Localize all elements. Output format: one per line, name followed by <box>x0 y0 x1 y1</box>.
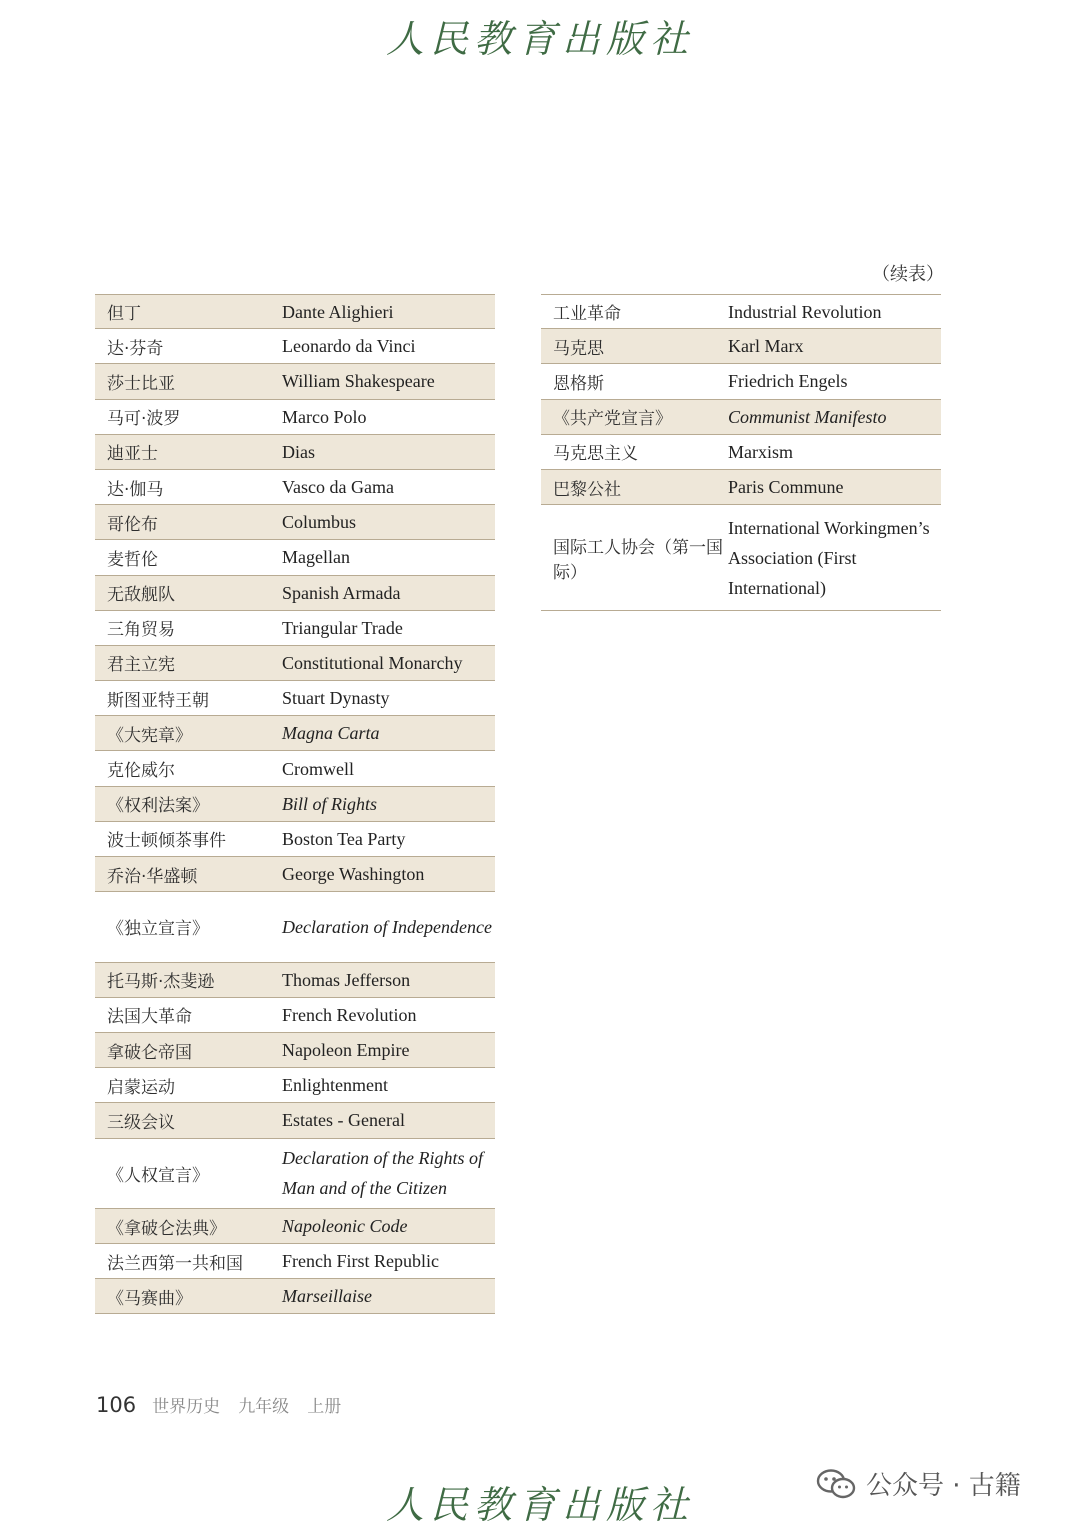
chinese-term: 但丁 <box>107 304 141 325</box>
chinese-term: 哥伦布 <box>107 514 158 535</box>
chinese-term: 三级会议 <box>107 1112 175 1133</box>
table-row <box>541 294 941 329</box>
chinese-term: 《独立宣言》 <box>107 919 209 940</box>
table-row <box>541 329 941 364</box>
chinese-term: 波士顿倾茶事件 <box>107 831 226 852</box>
page-number: 106 <box>96 1393 137 1417</box>
english-term: Stuart Dynasty <box>282 688 390 709</box>
english-term: Triangular Trade <box>282 617 403 638</box>
english-term: Karl Marx <box>728 336 804 357</box>
table-row <box>95 1139 495 1209</box>
table-row <box>95 1209 495 1244</box>
english-term: Magna Carta <box>282 723 380 744</box>
chinese-term: 法国大革命 <box>107 1007 192 1028</box>
table-row <box>95 1279 495 1314</box>
english-term: Dante Alighieri <box>282 301 394 322</box>
chinese-term: 《权利法案》 <box>107 796 209 817</box>
table-row <box>95 364 495 399</box>
english-term: Declaration of Independence <box>282 916 492 937</box>
chinese-term: 法兰西第一共和国 <box>107 1253 243 1274</box>
english-term: Vasco da Gama <box>282 477 394 498</box>
chinese-term: 麦哲伦 <box>107 549 158 570</box>
glossary-table-right <box>541 294 941 611</box>
table-row <box>541 435 941 470</box>
chinese-term: 无敌舰队 <box>107 585 175 606</box>
chinese-term: 巴黎公社 <box>553 479 621 500</box>
chinese-term: 《拿破仑法典》 <box>107 1218 226 1239</box>
table-row <box>95 892 495 962</box>
chinese-term: 《大宪章》 <box>107 725 192 746</box>
table-row <box>95 329 495 364</box>
english-term: Spanish Armada <box>282 582 401 603</box>
table-row <box>95 857 495 892</box>
volume-label: 上册 <box>307 1397 342 1417</box>
chinese-term: 启蒙运动 <box>107 1077 175 1098</box>
table-row <box>95 1068 495 1103</box>
chinese-term: 迪亚士 <box>107 444 158 465</box>
english-term: Magellan <box>282 547 350 568</box>
chinese-term: 马克思主义 <box>553 444 638 465</box>
chinese-term: 斯图亚特王朝 <box>107 690 209 711</box>
english-term: French First Republic <box>282 1251 439 1272</box>
chinese-term: 拿破仑帝国 <box>107 1042 192 1063</box>
chinese-term: 达·伽马 <box>107 479 164 500</box>
english-term: Boston Tea Party <box>282 828 406 849</box>
glossary-table-left <box>95 294 495 1314</box>
english-term: Constitutional Monarchy <box>282 652 463 673</box>
table-row <box>95 751 495 786</box>
chinese-term: 《人权宣言》 <box>107 1165 209 1186</box>
table-row <box>95 1103 495 1138</box>
table-row <box>95 400 495 435</box>
english-term: French Revolution <box>282 1004 417 1025</box>
english-term: Communist Manifesto <box>728 406 887 427</box>
table-row <box>95 716 495 751</box>
table-row <box>95 963 495 998</box>
table-row <box>95 646 495 681</box>
table-row <box>95 576 495 611</box>
table-row <box>541 400 941 435</box>
table-row <box>95 294 495 329</box>
english-term: Estates - General <box>282 1110 405 1131</box>
chinese-term: 《共产党宣言》 <box>553 409 672 430</box>
chinese-term: 马可·波罗 <box>107 409 181 430</box>
english-term: William Shakespeare <box>282 371 435 392</box>
table-row <box>95 822 495 857</box>
table-row <box>95 681 495 716</box>
chinese-term: 国际工人协会（第一国际） <box>553 537 723 583</box>
english-term: Dias <box>282 441 315 462</box>
chinese-term: 乔治·华盛顿 <box>107 866 198 887</box>
chinese-term: 马克思 <box>553 338 604 359</box>
chinese-term: 《马赛曲》 <box>107 1288 192 1309</box>
english-term: International Workingmen’s Association (First International) <box>728 517 930 598</box>
english-term: Declaration of the Rights of Man and of the Citizen <box>282 1148 483 1199</box>
grade-label: 九年级 <box>238 1397 290 1417</box>
chinese-term: 克伦威尔 <box>107 761 175 782</box>
chinese-term: 达·芬奇 <box>107 338 164 359</box>
english-term: Industrial Revolution <box>728 301 882 322</box>
english-term: Thomas Jefferson <box>282 969 411 990</box>
chinese-term: 莎士比亚 <box>107 373 175 394</box>
table-row <box>95 787 495 822</box>
english-term: Leonardo da Vinci <box>282 336 416 357</box>
english-term: Marxism <box>728 441 793 462</box>
publisher-logo-bottom: 人民教育出版社 <box>385 1483 694 1527</box>
table-row <box>541 470 941 505</box>
book-title: 世界历史 <box>152 1397 221 1417</box>
english-term: Napoleonic Code <box>282 1216 408 1236</box>
english-term: George Washington <box>282 864 425 885</box>
chinese-term: 托马斯·杰斐逊 <box>107 972 215 993</box>
table-row <box>95 1033 495 1068</box>
table-continued-note: （续表） <box>872 264 944 285</box>
english-term: Napoleon Empire <box>282 1040 410 1061</box>
english-term: Paris Commune <box>728 477 844 498</box>
english-term: Marseillaise <box>282 1286 372 1307</box>
watermark <box>816 1465 1021 1502</box>
table-row <box>95 505 495 540</box>
page-footer <box>96 1392 353 1417</box>
english-term: Columbus <box>282 512 357 533</box>
table-row <box>95 998 495 1033</box>
watermark-text: 公众号 · 古籍 <box>866 1471 1021 1501</box>
chinese-term: 三角贸易 <box>107 620 175 641</box>
english-term: Friedrich Engels <box>728 371 848 392</box>
publisher-logo-top: 人民教育出版社 <box>385 17 694 61</box>
english-term: Enlightenment <box>282 1075 388 1096</box>
chinese-term: 君主立宪 <box>107 655 175 676</box>
table-row <box>95 435 495 470</box>
table-row <box>541 364 941 399</box>
english-term: Cromwell <box>282 758 354 779</box>
table-row <box>95 1244 495 1279</box>
english-term: Bill of Rights <box>282 793 378 814</box>
wechat-icon <box>816 1468 856 1500</box>
table-row <box>541 505 941 611</box>
chinese-term: 工业革命 <box>553 304 621 325</box>
table-row <box>95 611 495 646</box>
english-term: Marco Polo <box>282 406 367 427</box>
chinese-term: 恩格斯 <box>553 373 604 394</box>
table-row <box>95 470 495 505</box>
table-row <box>95 540 495 575</box>
